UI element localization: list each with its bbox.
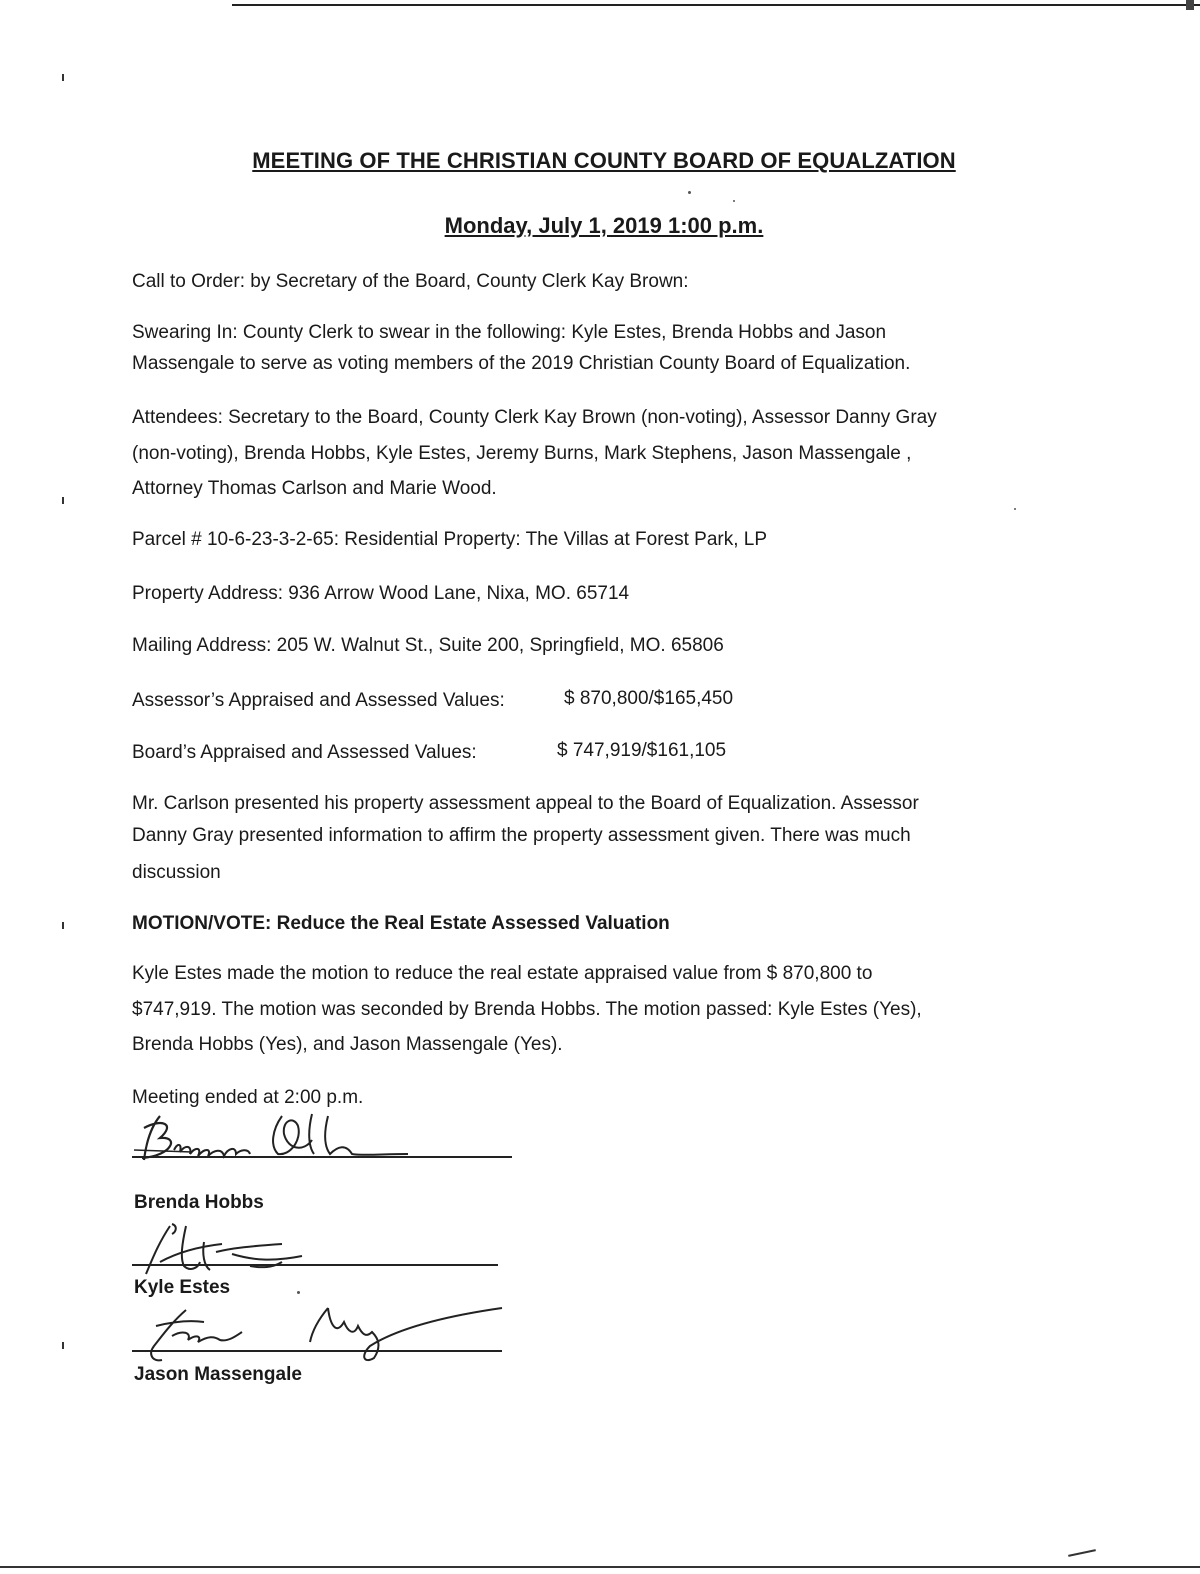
signature-line-jason-massengale: [132, 1350, 502, 1352]
motion-line-2: $747,919. The motion was seconded by Brenda Hobbs. The motion passed: Kyle Estes (Yes),: [132, 999, 922, 1020]
motion-line-3: Brenda Hobbs (Yes), and Jason Massengale (Yes).: [132, 1034, 563, 1055]
board-values-label: Board’s Appraised and Assessed Values:: [132, 742, 477, 763]
scan-speck: [688, 191, 691, 194]
mailing-address: Mailing Address: 205 W. Walnut St., Suite 200, Springfield, MO. 65806: [132, 635, 724, 656]
margin-mark: [62, 74, 64, 81]
motion-line-1: Kyle Estes made the motion to reduce the real estate appraised value from $ 870,800 to: [132, 963, 873, 984]
scan-speck: [1014, 508, 1016, 510]
swearing-in-line-1: Swearing In: County Clerk to swear in the following: Kyle Estes, Brenda Hobbs and Jason: [132, 322, 887, 343]
motion-heading: MOTION/VOTE: Reduce the Real Estate Assessed Valuation: [132, 913, 670, 934]
call-to-order: Call to Order: by Secretary of the Board, County Clerk Kay Brown:: [132, 271, 689, 292]
assessor-values-label: Assessor’s Appraised and Assessed Values:: [132, 690, 505, 711]
margin-mark: [62, 922, 64, 929]
board-values: $ 747,919/$161,105: [557, 740, 727, 761]
signature-line-brenda-hobbs: [132, 1156, 512, 1158]
attendees-line-2: (non-voting), Brenda Hobbs, Kyle Estes, Jeremy Burns, Mark Stephens, Jason Massengale ,: [132, 443, 912, 464]
signer-name-brenda-hobbs: Brenda Hobbs: [134, 1192, 264, 1213]
swearing-in-line-2: Massengale to serve as voting members of the 2019 Christian County Board of Equalization.: [132, 353, 911, 374]
attendees-line-1: Attendees: Secretary to the Board, County Clerk Kay Brown (non-voting), Assessor Danny Gray: [132, 407, 937, 428]
scan-edge-corner: [1186, 0, 1194, 10]
signature-brenda-hobbs: [132, 1110, 432, 1170]
signer-name-jason-massengale: Jason Massengale: [134, 1364, 302, 1385]
parcel-line: Parcel # 10-6-23-3-2-65: Residential Property: The Villas at Forest Park, LP: [132, 529, 768, 550]
meeting-date: Monday, July 1, 2019 1:00 p.m.: [444, 213, 764, 238]
attendees-line-3: Attorney Thomas Carlson and Marie Wood.: [132, 478, 497, 499]
meeting-ended: Meeting ended at 2:00 p.m.: [132, 1087, 364, 1108]
property-address: Property Address: 936 Arrow Wood Lane, Nixa, MO. 65714: [132, 583, 630, 604]
scan-mark: [1068, 1549, 1096, 1557]
assessor-values: $ 870,800/$165,450: [564, 688, 734, 709]
scan-edge-top: [232, 4, 1200, 6]
margin-mark: [62, 1342, 64, 1349]
presentation-line-1: Mr. Carlson presented his property assessment appeal to the Board of Equalization. Assessor: [132, 793, 919, 814]
scan-speck: [733, 200, 735, 202]
page-title: MEETING OF THE CHRISTIAN COUNTY BOARD OF EQUALZATION: [252, 148, 956, 173]
signature-line-kyle-estes: [132, 1264, 498, 1266]
scan-edge-bottom: [0, 1566, 1200, 1568]
presentation-line-3: discussion: [132, 862, 221, 883]
presentation-line-2: Danny Gray presented information to affirm the property assessment given. There was much: [132, 825, 911, 846]
margin-mark: [62, 497, 64, 504]
signer-name-kyle-estes: Kyle Estes: [134, 1277, 231, 1298]
